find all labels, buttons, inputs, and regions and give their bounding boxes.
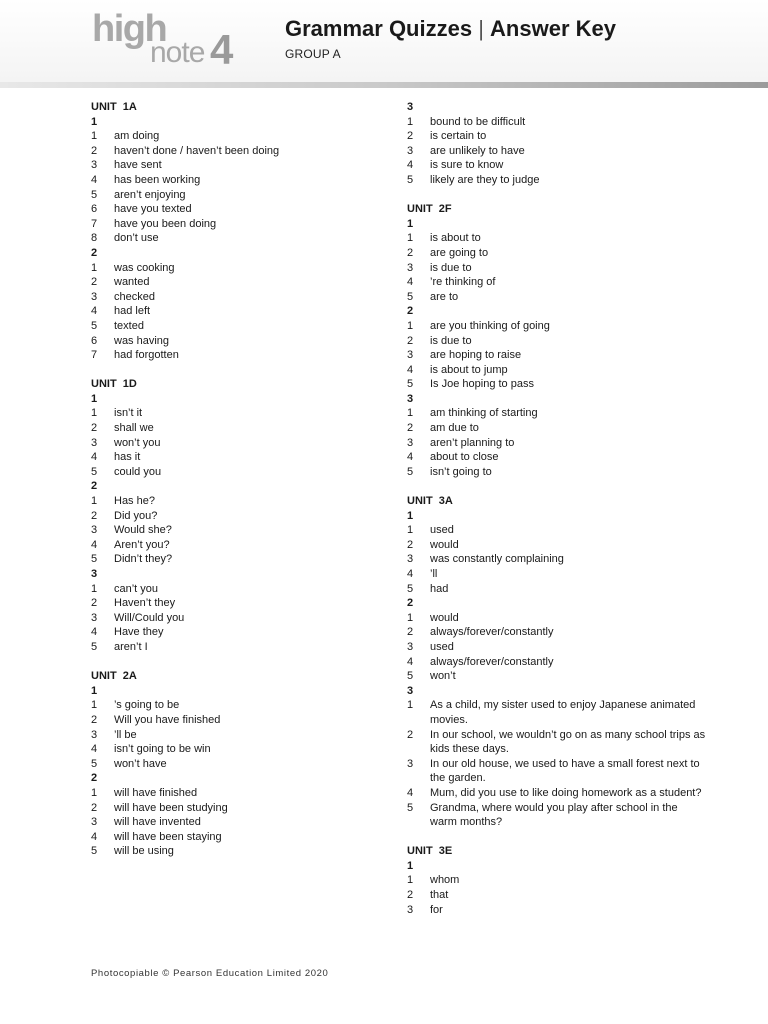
answer-text: In our school, we wouldn’t go on as many school trips as kids these days. xyxy=(430,728,706,756)
item-number: 4 xyxy=(407,655,414,668)
answer-row xyxy=(407,611,707,626)
answer-text: likely are they to judge xyxy=(430,173,540,186)
answer-text: is about to jump xyxy=(430,363,508,376)
exercise-number: 1 xyxy=(407,217,414,230)
item-number: 5 xyxy=(91,188,98,201)
answer-text: Grandma, where would you play after school in the warm months? xyxy=(430,801,678,829)
unit-block xyxy=(407,479,707,829)
answer-row xyxy=(407,290,707,305)
item-number: 4 xyxy=(407,276,414,289)
answer-text: texted xyxy=(114,319,144,332)
answer-row xyxy=(407,801,707,830)
answer-row xyxy=(91,625,391,640)
answer-text: aren’t enjoying xyxy=(114,188,186,201)
item-number: 2 xyxy=(91,713,98,726)
exercise-number: 2 xyxy=(407,305,414,318)
answer-row xyxy=(407,348,707,363)
unit-spacer xyxy=(91,655,391,670)
answer-text: used xyxy=(430,640,454,653)
answer-text: shall we xyxy=(114,422,154,435)
unit-block xyxy=(407,100,707,188)
answer-text: is sure to know xyxy=(430,159,504,172)
unit-spacer xyxy=(407,188,707,203)
exercise-number: 2 xyxy=(91,772,98,785)
answer-row xyxy=(91,815,391,830)
item-number: 1 xyxy=(91,582,98,595)
unit-block xyxy=(407,830,707,918)
answer-row xyxy=(91,728,391,743)
header-divider xyxy=(0,82,768,88)
answer-row xyxy=(407,421,707,436)
item-number: 4 xyxy=(91,830,98,843)
item-number: 3 xyxy=(407,757,414,770)
item-number: 3 xyxy=(407,553,414,566)
answer-text: is about to xyxy=(430,232,481,245)
unit-heading: UNIT 3E xyxy=(407,845,453,858)
answer-text: In our old house, we used to have a small forest next to the garden. xyxy=(430,757,700,785)
answer-text: ’re thinking of xyxy=(430,276,496,289)
exercise-number: 2 xyxy=(91,480,98,493)
item-number: 2 xyxy=(407,246,414,259)
item-number: 5 xyxy=(407,465,414,478)
answer-row xyxy=(407,436,707,451)
answer-text: Did you? xyxy=(114,509,158,522)
item-number: 1 xyxy=(407,524,414,537)
item-number: 7 xyxy=(91,349,98,362)
answer-row xyxy=(91,421,391,436)
answer-row xyxy=(407,246,707,261)
answer-row xyxy=(407,567,707,582)
answer-row xyxy=(407,552,707,567)
unit-heading: UNIT 2A xyxy=(91,670,137,683)
exercise-number: 1 xyxy=(91,115,98,128)
answer-text: is due to xyxy=(430,334,472,347)
exercise-number: 3 xyxy=(91,568,98,580)
answer-row xyxy=(91,231,391,246)
item-number: 4 xyxy=(407,363,414,376)
answer-text: ’ll be xyxy=(114,728,137,741)
item-number: 1 xyxy=(407,874,414,887)
exercise-number: 1 xyxy=(407,859,414,872)
answer-row xyxy=(407,144,707,159)
item-number: 4 xyxy=(407,159,414,172)
answer-row xyxy=(91,713,391,728)
answer-row xyxy=(91,611,391,626)
answer-row xyxy=(91,129,391,144)
unit-heading: UNIT 1D xyxy=(91,378,137,391)
answer-row xyxy=(91,217,391,232)
answer-text: would xyxy=(430,611,459,624)
answer-text: will have invented xyxy=(114,816,201,829)
item-number: 2 xyxy=(91,422,98,435)
answer-row xyxy=(407,582,707,597)
answer-text: could you xyxy=(114,465,162,478)
answer-row xyxy=(91,275,391,290)
answer-text: As a child, my sister used to enjoy Japanese animated movies. xyxy=(430,699,696,726)
answer-row xyxy=(91,757,391,772)
answer-row xyxy=(407,465,707,480)
answer-text: was having xyxy=(114,334,170,347)
item-number: 3 xyxy=(91,290,98,303)
answer-text: is due to xyxy=(430,261,472,274)
group-label: GROUP A xyxy=(285,47,341,61)
answer-text: ’ll xyxy=(430,568,438,580)
answer-row xyxy=(91,465,391,480)
answer-text: has been working xyxy=(114,173,201,186)
answer-row xyxy=(91,742,391,757)
answer-text: are unlikely to have xyxy=(430,144,525,157)
item-number: 3 xyxy=(91,611,98,624)
item-number: 2 xyxy=(407,728,414,741)
answer-text: isn’t it xyxy=(114,407,143,420)
answer-row xyxy=(407,728,707,757)
answer-text: isn’t going to xyxy=(430,465,492,478)
high-note-logo xyxy=(92,8,242,73)
answer-text: am thinking of starting xyxy=(430,407,538,420)
answer-row xyxy=(407,888,707,903)
answer-row xyxy=(407,115,707,130)
answer-row xyxy=(91,202,391,217)
answer-row xyxy=(91,494,391,509)
answer-row xyxy=(91,523,391,538)
unit-spacer xyxy=(91,363,391,378)
item-number: 3 xyxy=(407,436,414,449)
answer-text: aren’t I xyxy=(114,640,148,653)
answer-row xyxy=(407,334,707,349)
answer-row xyxy=(91,406,391,421)
item-number: 3 xyxy=(407,640,414,653)
answer-text: checked xyxy=(114,290,155,303)
answer-text: ’s going to be xyxy=(114,699,180,712)
answer-text: Mum, did you use to like doing homework as a student? xyxy=(430,786,702,799)
item-number: 3 xyxy=(91,436,98,449)
answer-text: Didn’t they? xyxy=(114,553,173,566)
item-number: 4 xyxy=(407,786,414,799)
title-sub: Answer Key xyxy=(490,16,616,41)
item-number: 2 xyxy=(407,130,414,143)
item-number: 3 xyxy=(407,261,414,274)
answer-row xyxy=(407,173,707,188)
exercise-number: 3 xyxy=(407,392,414,405)
item-number: 4 xyxy=(91,626,98,639)
answer-row xyxy=(407,158,707,173)
item-number: 1 xyxy=(91,261,98,274)
answer-row xyxy=(91,173,391,188)
answer-text: used xyxy=(430,524,454,537)
item-number: 3 xyxy=(407,144,414,157)
answer-row xyxy=(407,406,707,421)
answer-row xyxy=(407,538,707,553)
answer-text: will be using xyxy=(114,845,174,858)
answer-row xyxy=(407,625,707,640)
answer-row xyxy=(407,231,707,246)
answer-row xyxy=(407,523,707,538)
item-number: 8 xyxy=(91,232,98,245)
item-number: 2 xyxy=(407,538,414,551)
item-number: 2 xyxy=(91,144,98,157)
unit-heading: UNIT 3A xyxy=(407,495,453,508)
answer-text: Is Joe hoping to pass xyxy=(430,378,534,391)
item-number: 1 xyxy=(91,407,98,420)
answer-text: would xyxy=(430,538,459,551)
item-number: 2 xyxy=(91,801,98,814)
answer-text: am due to xyxy=(430,422,479,435)
page-title xyxy=(285,16,616,42)
answer-text: won’t have xyxy=(114,757,167,770)
answer-row xyxy=(407,129,707,144)
answer-text: am doing xyxy=(114,130,160,143)
exercise-number: 3 xyxy=(407,101,414,113)
answer-text: don’t use xyxy=(114,232,159,245)
answer-row xyxy=(91,158,391,173)
item-number: 2 xyxy=(91,597,98,610)
answer-text: Aren’t you? xyxy=(114,538,170,551)
answer-text: will have been staying xyxy=(114,830,222,843)
answer-text: isn’t going to be win xyxy=(114,743,211,756)
answer-row xyxy=(407,655,707,670)
answer-text: had forgotten xyxy=(114,349,179,362)
answer-row xyxy=(91,582,391,597)
item-number: 5 xyxy=(91,640,98,653)
exercise-number: 1 xyxy=(91,684,98,697)
answer-text: about to close xyxy=(430,451,499,464)
answer-text: for xyxy=(430,903,443,916)
item-number: 3 xyxy=(407,349,414,362)
exercise-number: 1 xyxy=(407,509,414,522)
answer-text: are hoping to raise xyxy=(430,349,522,362)
item-number: 3 xyxy=(91,159,98,172)
unit-block xyxy=(91,655,391,859)
answer-row xyxy=(407,261,707,276)
item-number: 5 xyxy=(407,582,414,595)
answer-row xyxy=(91,698,391,713)
answer-text: won’t you xyxy=(114,436,161,449)
title-separator: | xyxy=(472,16,491,41)
answer-text: haven’t done / haven’t been doing xyxy=(114,144,280,157)
answer-text: are to xyxy=(430,290,459,303)
item-number: 1 xyxy=(407,232,414,245)
item-number: 5 xyxy=(91,553,98,566)
item-number: 4 xyxy=(91,173,98,186)
item-number: 3 xyxy=(91,524,98,537)
answer-text: wanted xyxy=(114,276,150,289)
item-number: 6 xyxy=(91,334,98,347)
answer-text: are going to xyxy=(430,246,489,259)
item-number: 5 xyxy=(407,173,414,186)
answer-text: Has he? xyxy=(114,495,155,508)
exercise-number: 3 xyxy=(407,684,414,697)
answer-text: Would she? xyxy=(114,524,172,537)
answer-text: have sent xyxy=(114,159,162,172)
exercise-number: 2 xyxy=(91,246,98,259)
answer-row xyxy=(91,450,391,465)
unit-block xyxy=(91,100,391,363)
item-number: 2 xyxy=(91,276,98,289)
exercise-number: 1 xyxy=(91,392,98,405)
answer-text: always/forever/constantly xyxy=(430,655,554,668)
answer-row xyxy=(407,669,707,684)
item-number: 1 xyxy=(407,115,414,128)
left-column xyxy=(91,100,391,859)
answer-row xyxy=(91,188,391,203)
page-header xyxy=(0,0,768,82)
unit-block xyxy=(407,188,707,480)
answer-text: whom xyxy=(430,874,460,887)
unit-spacer xyxy=(407,479,707,494)
answer-row xyxy=(91,596,391,611)
answer-text: had left xyxy=(114,305,151,318)
answer-row xyxy=(91,786,391,801)
answer-text: Haven’t they xyxy=(114,597,176,610)
item-number: 2 xyxy=(407,422,414,435)
exercise-number: 2 xyxy=(407,597,414,610)
logo-word-high: high xyxy=(92,8,167,50)
answer-row xyxy=(91,552,391,567)
answer-text: Will/Could you xyxy=(114,611,185,624)
answer-text: won’t xyxy=(430,670,456,683)
item-number: 1 xyxy=(91,130,98,143)
item-number: 1 xyxy=(407,699,414,712)
answer-row xyxy=(407,377,707,392)
unit-spacer xyxy=(407,830,707,845)
answer-row xyxy=(91,304,391,319)
answer-text: is certain to xyxy=(430,130,487,143)
answer-text: will have finished xyxy=(114,786,198,799)
answer-row xyxy=(91,348,391,363)
item-number: 5 xyxy=(91,757,98,770)
answer-row xyxy=(407,363,707,378)
answer-text: have you been doing xyxy=(114,217,217,230)
item-number: 5 xyxy=(91,465,98,478)
item-number: 1 xyxy=(91,699,98,712)
right-column xyxy=(407,100,707,917)
item-number: 4 xyxy=(91,451,98,464)
answer-text: bound to be difficult xyxy=(430,115,526,128)
answer-row xyxy=(91,290,391,305)
answer-row xyxy=(407,698,707,727)
item-number: 1 xyxy=(407,319,414,332)
item-number: 4 xyxy=(91,305,98,318)
answer-text: Have they xyxy=(114,626,164,639)
answer-row xyxy=(91,261,391,276)
answer-row xyxy=(91,801,391,816)
item-number: 2 xyxy=(91,509,98,522)
item-number: 7 xyxy=(91,217,98,230)
answer-row xyxy=(407,640,707,655)
item-number: 3 xyxy=(91,816,98,829)
answer-row xyxy=(91,538,391,553)
item-number: 4 xyxy=(91,743,98,756)
item-number: 5 xyxy=(407,290,414,303)
item-number: 1 xyxy=(407,611,414,624)
answer-row xyxy=(91,436,391,451)
item-number: 4 xyxy=(407,568,414,580)
answer-row xyxy=(407,757,707,786)
logo-number: 4 xyxy=(210,26,234,73)
item-number: 5 xyxy=(407,670,414,683)
answer-text: are you thinking of going xyxy=(430,319,550,332)
answer-row xyxy=(91,144,391,159)
item-number: 1 xyxy=(91,495,98,508)
unit-heading: UNIT 1A xyxy=(91,101,137,113)
answer-row xyxy=(91,334,391,349)
answer-text: always/forever/constantly xyxy=(430,626,554,639)
answer-text: have you texted xyxy=(114,203,192,216)
answer-row xyxy=(407,873,707,888)
item-number: 5 xyxy=(91,845,98,858)
answer-row xyxy=(91,844,391,859)
item-number: 1 xyxy=(407,407,414,420)
answer-row xyxy=(407,450,707,465)
answer-text: will have been studying xyxy=(114,801,228,814)
item-number: 3 xyxy=(407,903,414,916)
item-number: 2 xyxy=(407,334,414,347)
answer-row xyxy=(91,640,391,655)
title-main: Grammar Quizzes xyxy=(285,16,473,41)
answer-text: had xyxy=(430,582,449,595)
item-number: 4 xyxy=(407,451,414,464)
answer-text: that xyxy=(430,889,449,902)
item-number: 5 xyxy=(407,378,414,391)
item-number: 2 xyxy=(407,626,414,639)
answer-text: Will you have finished xyxy=(114,713,221,726)
answer-text: aren’t planning to xyxy=(430,436,515,449)
answer-row xyxy=(407,275,707,290)
item-number: 1 xyxy=(91,786,98,799)
item-number: 6 xyxy=(91,203,98,216)
item-number: 5 xyxy=(91,319,98,332)
unit-heading: UNIT 2F xyxy=(407,203,452,216)
logo-word-note: note xyxy=(150,36,205,69)
item-number: 5 xyxy=(407,801,414,814)
answer-row xyxy=(407,319,707,334)
item-number: 3 xyxy=(91,728,98,741)
answer-row xyxy=(91,509,391,524)
footer-copyright: Photocopiable © Pearson Education Limited 2020 xyxy=(91,968,329,979)
answer-text: was constantly complaining xyxy=(430,553,564,566)
answer-row xyxy=(91,319,391,334)
item-number: 2 xyxy=(407,889,414,902)
unit-block xyxy=(91,363,391,655)
answer-text: can’t you xyxy=(114,582,159,595)
answer-row xyxy=(407,786,707,801)
item-number: 4 xyxy=(91,538,98,551)
answer-row xyxy=(407,903,707,918)
answer-text: was cooking xyxy=(114,261,175,274)
answer-row xyxy=(91,830,391,845)
answer-text: has it xyxy=(114,451,141,464)
